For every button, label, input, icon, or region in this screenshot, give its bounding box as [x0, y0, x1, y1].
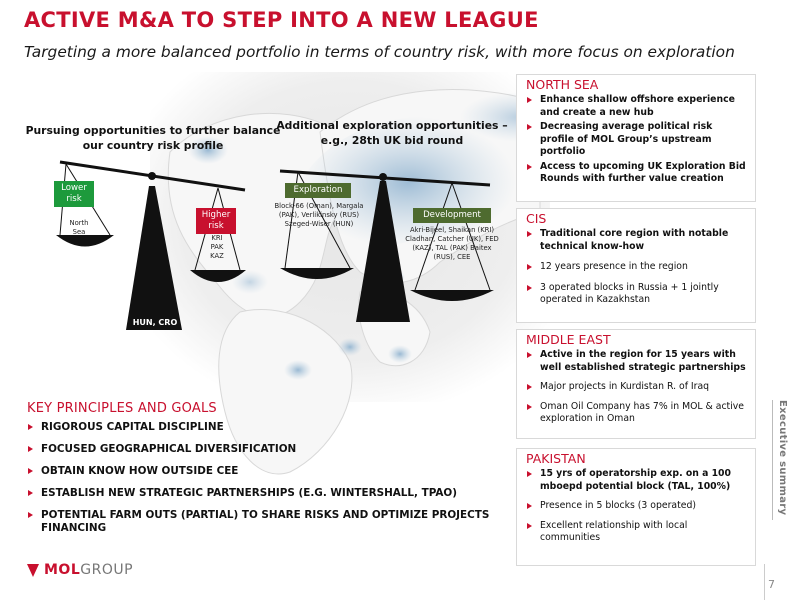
development-text: Akri-Bijeel, Shaikan (KRI) Cladhan, Catcher (UK), FED (KAZ), TAL (PAK) Baitex (RUS), CEE: [405, 226, 499, 261]
right-scale-heading: Additional exploration opportunities – e.g., 28th UK bid round: [276, 119, 508, 147]
list-item: Decreasing average political risk profile of MOL Group’s upstream portfolio: [526, 121, 749, 159]
list-item: Traditional core region with notable technical know-how: [526, 228, 749, 253]
panel-cis: [516, 208, 756, 323]
key-principles-title: KEY PRINCIPLES AND GOALS: [27, 401, 217, 416]
development-tag: Development: [413, 208, 491, 223]
exploration-tag: Exploration: [285, 183, 351, 198]
balance-scales: [0, 0, 520, 340]
list-item: Oman Oil Company has 7% in MOL & active exploration in Oman: [526, 401, 749, 426]
list-item: OBTAIN KNOW HOW OUTSIDE CEE: [27, 465, 507, 478]
exploration-text: Block-66 (Oman), Margala (PAK), Verlikinsky (RUS) Szeged-Wiser (HUN): [274, 202, 364, 228]
panel-middle-east: [516, 329, 756, 439]
panel-title: NORTH SEA: [526, 77, 599, 92]
panel-title: MIDDLE EAST: [526, 332, 611, 347]
logo-brand: MOL: [44, 562, 81, 578]
logo-triangle-icon: [27, 564, 39, 577]
panel-title: PAKISTAN: [526, 451, 586, 466]
list-item: Major projects in Kurdistan R. of Iraq: [526, 381, 749, 394]
list-item: Access to upcoming UK Exploration Bid Rounds with further value creation: [526, 161, 749, 186]
section-side-tab: [772, 400, 795, 520]
lower-risk-tag: Lower risk: [54, 181, 94, 207]
base-label: HUN, CRO: [132, 318, 178, 327]
section-label: Executive summary: [777, 400, 788, 516]
list-item: POTENTIAL FARM OUTS (PARTIAL) TO SHARE RISKS AND OPTIMIZE PROJECTS FINANCING: [27, 509, 507, 535]
list-item: 15 yrs of operatorship exp. on a 100 mboepd potential block (TAL, 100%): [526, 468, 749, 493]
list-item: ESTABLISH NEW STRATEGIC PARTNERSHIPS (E.G. WINTERSHALL, TPAO): [27, 487, 507, 500]
page-number: 7: [768, 578, 775, 591]
list-item: 3 operated blocks in Russia + 1 jointly operated in Kazakhstan: [526, 282, 749, 307]
logo-suffix: GROUP: [80, 562, 134, 578]
left-scale-heading: Pursuing opportunities to further balance our country risk profile: [25, 124, 281, 152]
footer-divider: [764, 564, 765, 600]
page-title: ACTIVE M&A TO STEP INTO A NEW LEAGUE: [24, 8, 539, 32]
list-item: RIGOROUS CAPITAL DISCIPLINE: [27, 421, 507, 434]
higher-risk-text: KRI PAK KAZ: [210, 234, 224, 260]
list-item: Enhance shallow offshore experience and create a new hub: [526, 94, 749, 119]
lower-risk-text: North Sea: [69, 219, 89, 236]
page-subtitle: Targeting a more balanced portfolio in terms of country risk, with more focus on exploration: [24, 43, 735, 61]
list-item: Presence in 5 blocks (3 operated): [526, 500, 749, 513]
panel-north-sea: [516, 74, 756, 202]
panel-pakistan: [516, 448, 756, 566]
panel-title: CIS: [526, 211, 547, 226]
list-item: FOCUSED GEOGRAPHICAL DIVERSIFICATION: [27, 443, 507, 456]
list-item: Excellent relationship with local communities: [526, 520, 749, 545]
mol-group-logo: [27, 562, 133, 578]
key-principles-list: [27, 421, 507, 544]
list-item: 12 years presence in the region: [526, 261, 749, 274]
higher-risk-tag: Higher risk: [196, 208, 236, 234]
list-item: Active in the region for 15 years with well established strategic partnerships: [526, 349, 749, 374]
